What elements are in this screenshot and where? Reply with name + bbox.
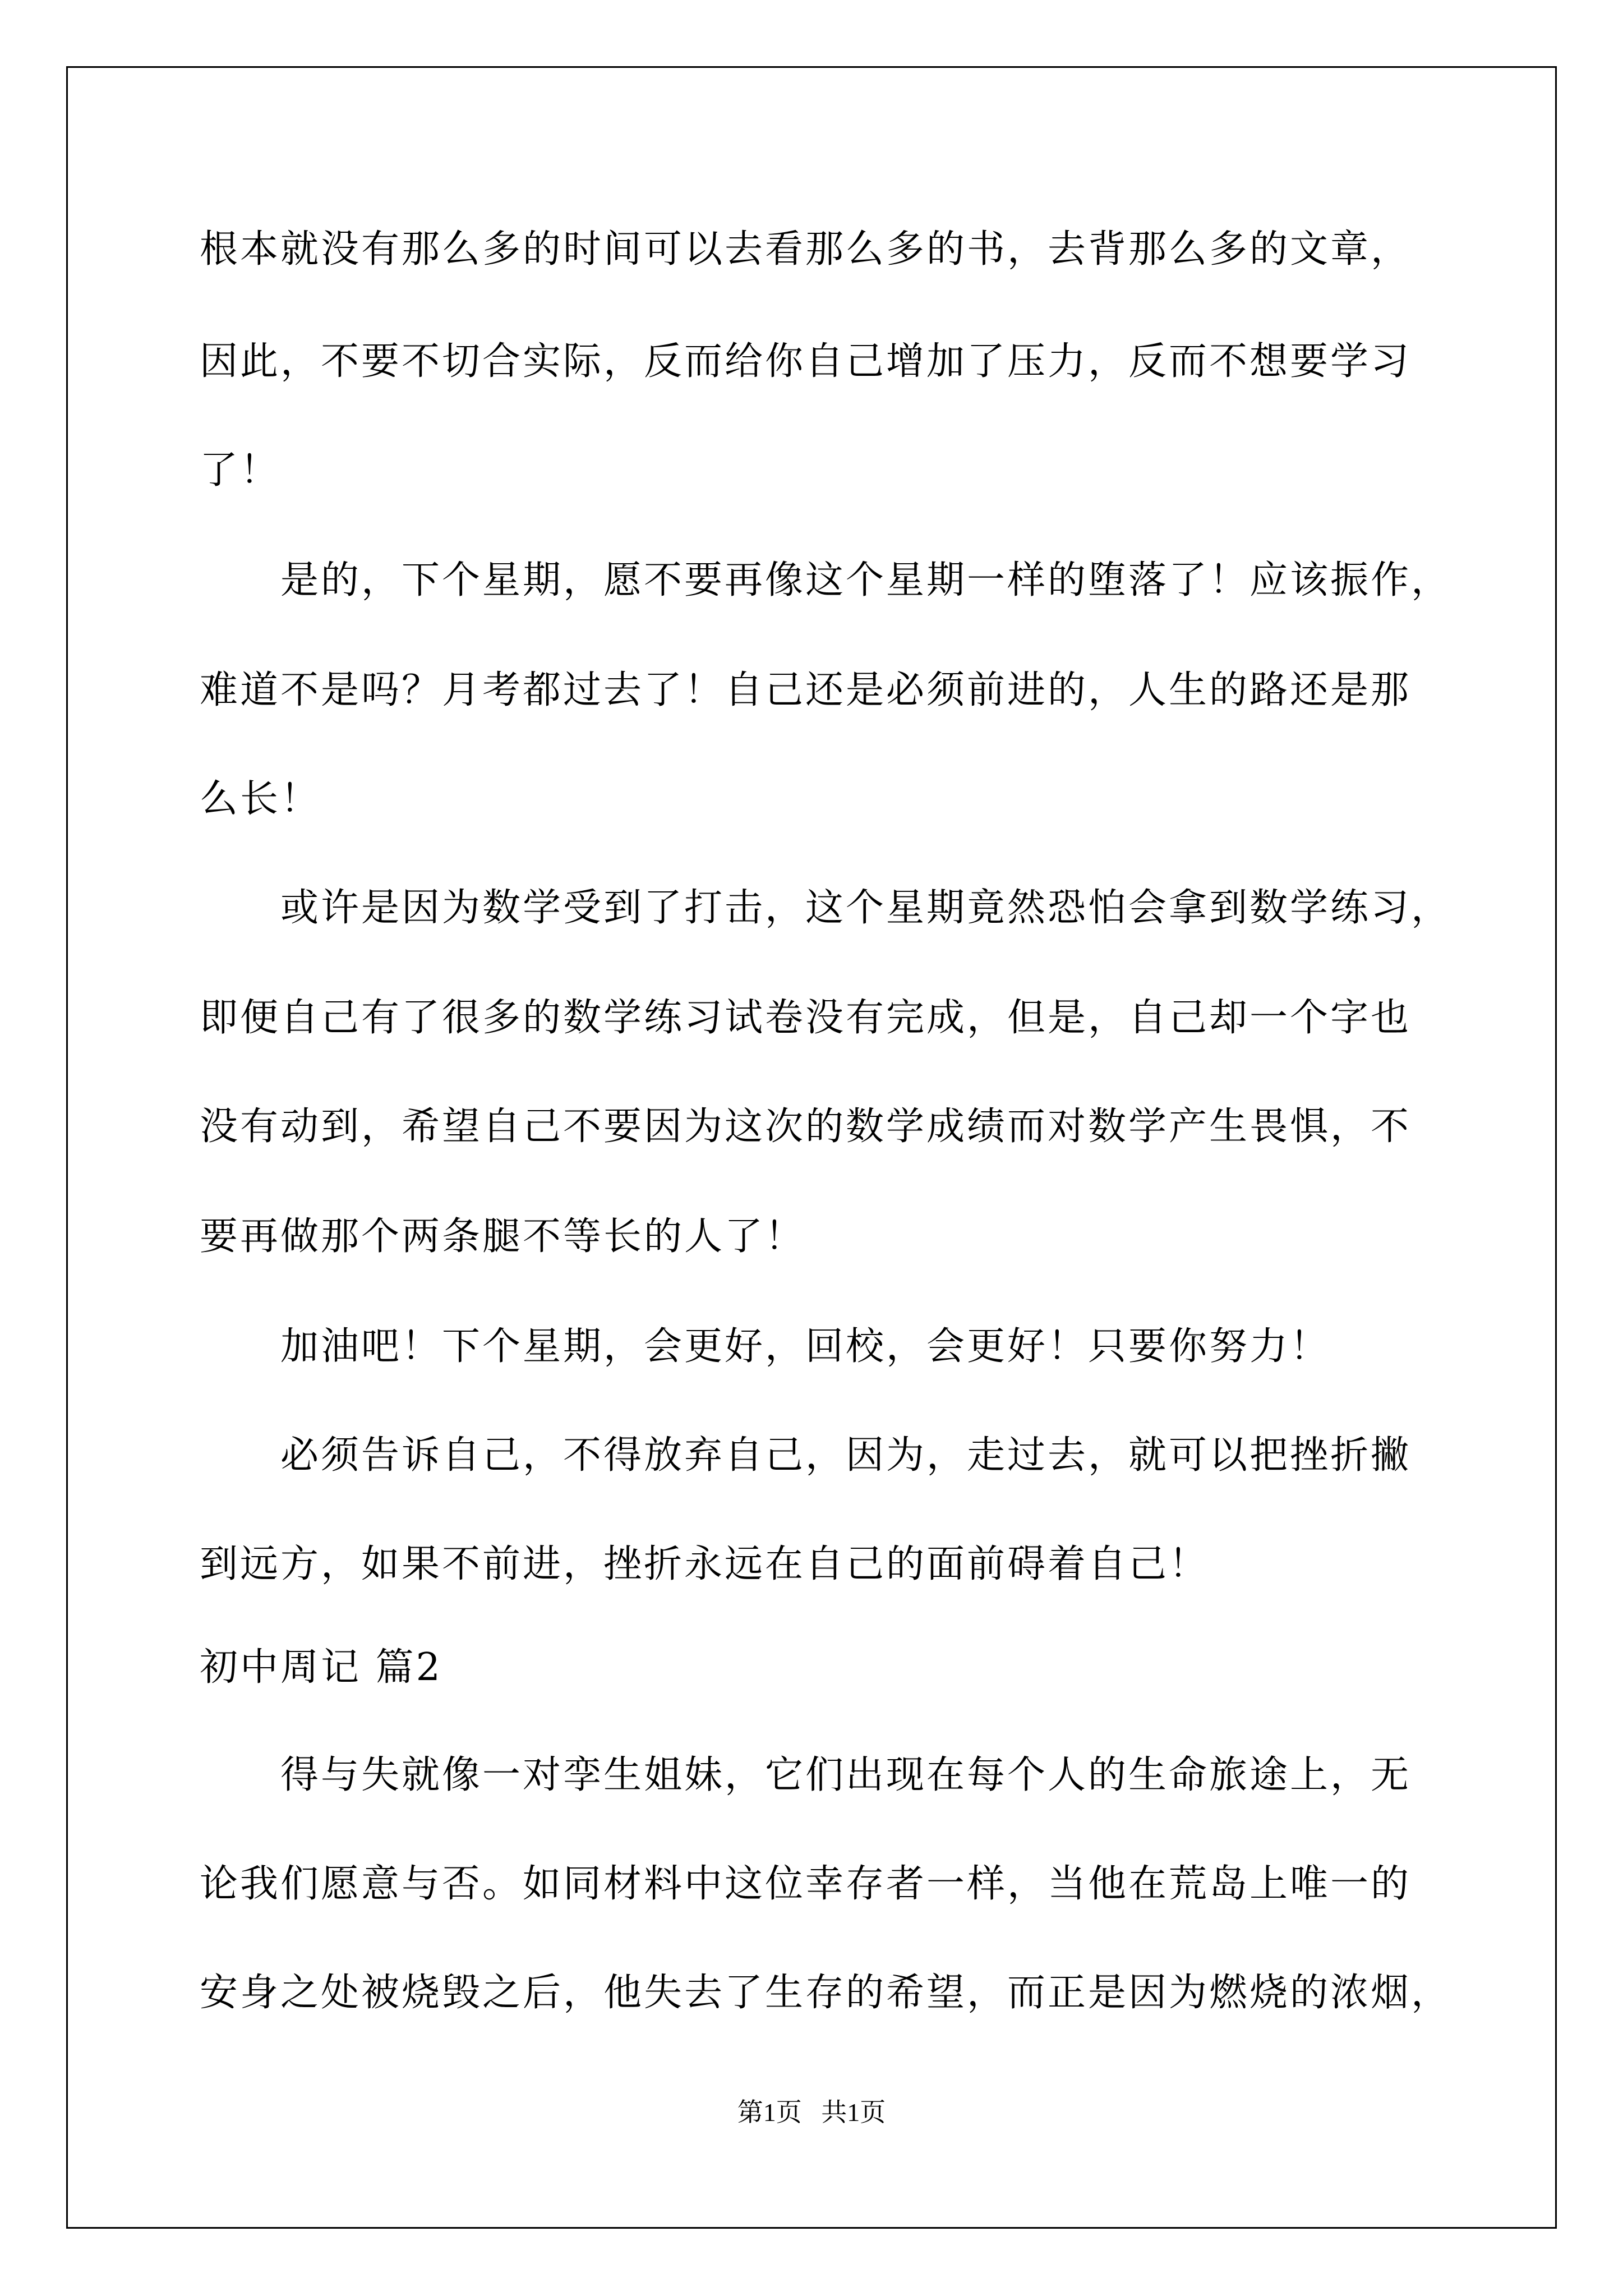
body-text-line: 安身之处被烧毁之后，他失去了生存的希望，而正是因为燃烧的浓烟， (200, 1971, 1452, 2015)
body-text-line: 因此，不要不切合实际，反而给你自己增加了压力，反而不想要学习 (200, 339, 1412, 384)
body-text-line: 根本就没有那么多的时间可以去看那么多的书，去背那么多的文章， (200, 227, 1412, 272)
paragraph-first-line: 必须告诉自己，不得放弃自己，因为，走过去，就可以把挫折撇 (280, 1433, 1412, 1478)
paragraph-first-line: 是的，下个星期，愿不要再像这个星期一样的堕落了！应该振作， (280, 558, 1452, 602)
body-text-line: 即便自己有了很多的数学练习试卷没有完成，但是，自己却一个字也 (200, 996, 1412, 1040)
section-heading: 初中周记 篇2 (200, 1645, 442, 1690)
paragraph-first-line: 或许是因为数学受到了打击，这个星期竟然恐怕会拿到数学练习， (280, 886, 1452, 930)
body-text-line: 要再做那个两条腿不等长的人了！ (200, 1214, 806, 1259)
body-text-line: 么长！ (200, 777, 321, 821)
body-text-line: 难道不是吗？月考都过去了！自己还是必须前进的，人生的路还是那 (200, 668, 1412, 712)
body-text-line: 论我们愿意与否。如同材料中这位幸存者一样，当他在荒岛上唯一的 (200, 1862, 1412, 1906)
body-text-line: 到远方，如果不前进，挫折永远在自己的面前碍着自己！ (200, 1542, 1210, 1586)
paragraph-first-line: 得与失就像一对孪生姐妹，它们出现在每个人的生命旅途上，无 (280, 1753, 1412, 1797)
body-text-line: 了！ (200, 448, 281, 493)
page-footer: 第1页 共1页 (737, 2098, 886, 2127)
body-text-line: 没有动到，希望自己不要因为这次的数学成绩而对数学产生畏惧，不 (200, 1105, 1412, 1149)
paragraph-first-line: 加油吧！下个星期，会更好，回校，会更好！只要你努力！ (280, 1324, 1331, 1369)
